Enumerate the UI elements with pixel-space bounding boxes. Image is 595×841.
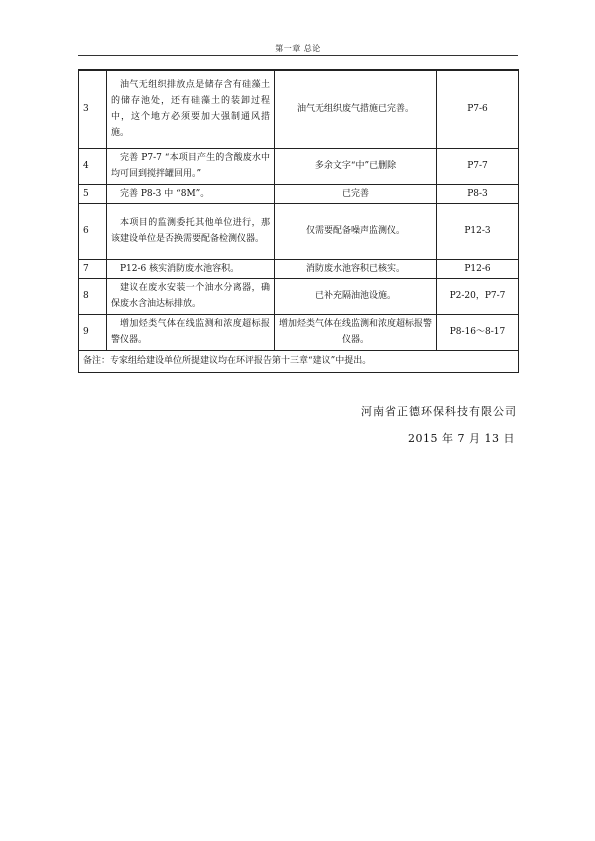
- revision-cell: 仅需要配备噪声监测仪。: [275, 203, 437, 259]
- table-note-row: [79, 350, 519, 372]
- issue-cell: 增加烃类气体在线监测和浓度超标报警仪器。: [107, 314, 275, 350]
- row-number: 4: [79, 148, 107, 184]
- table-row: [79, 259, 519, 278]
- row-number: 9: [79, 314, 107, 350]
- page-ref-cell: P8-16～8-17: [437, 314, 519, 350]
- table-row: [79, 314, 519, 350]
- issue-cell: 油气无组织排放点是储存含有硅藻土的储存池处，还有硅藻土的装卸过程中，这个地方必须要加大强制通风措施。: [107, 70, 275, 148]
- signature-date: 2015 年 7 月 13 日: [408, 432, 515, 445]
- issue-cell: 完善 P7-7 “本项目产生的含酸废水中均可回到搅拌罐回用。”: [107, 148, 275, 184]
- row-number: 7: [79, 259, 107, 278]
- issue-cell: 本项目的监测委托其他单位进行，那该建设单位是否换需要配备检测仪器。: [107, 203, 275, 259]
- page-ref-cell: P7-7: [437, 148, 519, 184]
- review-response-table: [78, 69, 519, 373]
- table-row: [79, 70, 519, 148]
- issue-cell: P12-6 核实消防废水池容积。: [107, 259, 275, 278]
- issue-cell: 建议在废水安装一个油水分离器，确保废水含油达标排放。: [107, 278, 275, 314]
- page-ref-cell: P7-6: [437, 70, 519, 148]
- revision-cell: 已补充隔油池设施。: [275, 278, 437, 314]
- header-divider: [78, 55, 518, 56]
- table-row: [79, 148, 519, 184]
- company-name: 河南省正德环保科技有限公司: [361, 405, 517, 418]
- revision-cell: 增加烃类气体在线监测和浓度超标报警仪器。: [275, 314, 437, 350]
- row-number: 8: [79, 278, 107, 314]
- page-ref-cell: P12-3: [437, 203, 519, 259]
- page-ref-cell: P8-3: [437, 184, 519, 203]
- table-row: [79, 278, 519, 314]
- chapter-header: 第一章 总论: [275, 44, 321, 53]
- table-row: [79, 184, 519, 203]
- revision-cell: 油气无组织废气措施已完善。: [275, 70, 437, 148]
- page-ref-cell: P2-20，P7-7: [437, 278, 519, 314]
- revision-cell: 消防废水池容积已核实。: [275, 259, 437, 278]
- revision-cell: 已完善: [275, 184, 437, 203]
- row-number: 5: [79, 184, 107, 203]
- revision-cell: 多余文字“中”已删除: [275, 148, 437, 184]
- issue-cell: 完善 P8-3 中 “8M”。: [107, 184, 275, 203]
- row-number: 3: [79, 70, 107, 148]
- table-row: [79, 203, 519, 259]
- table-note: 备注：专家组给建设单位所提建议均在环评报告第十三章“建议”中提出。: [79, 350, 519, 372]
- page-ref-cell: P12-6: [437, 259, 519, 278]
- row-number: 6: [79, 203, 107, 259]
